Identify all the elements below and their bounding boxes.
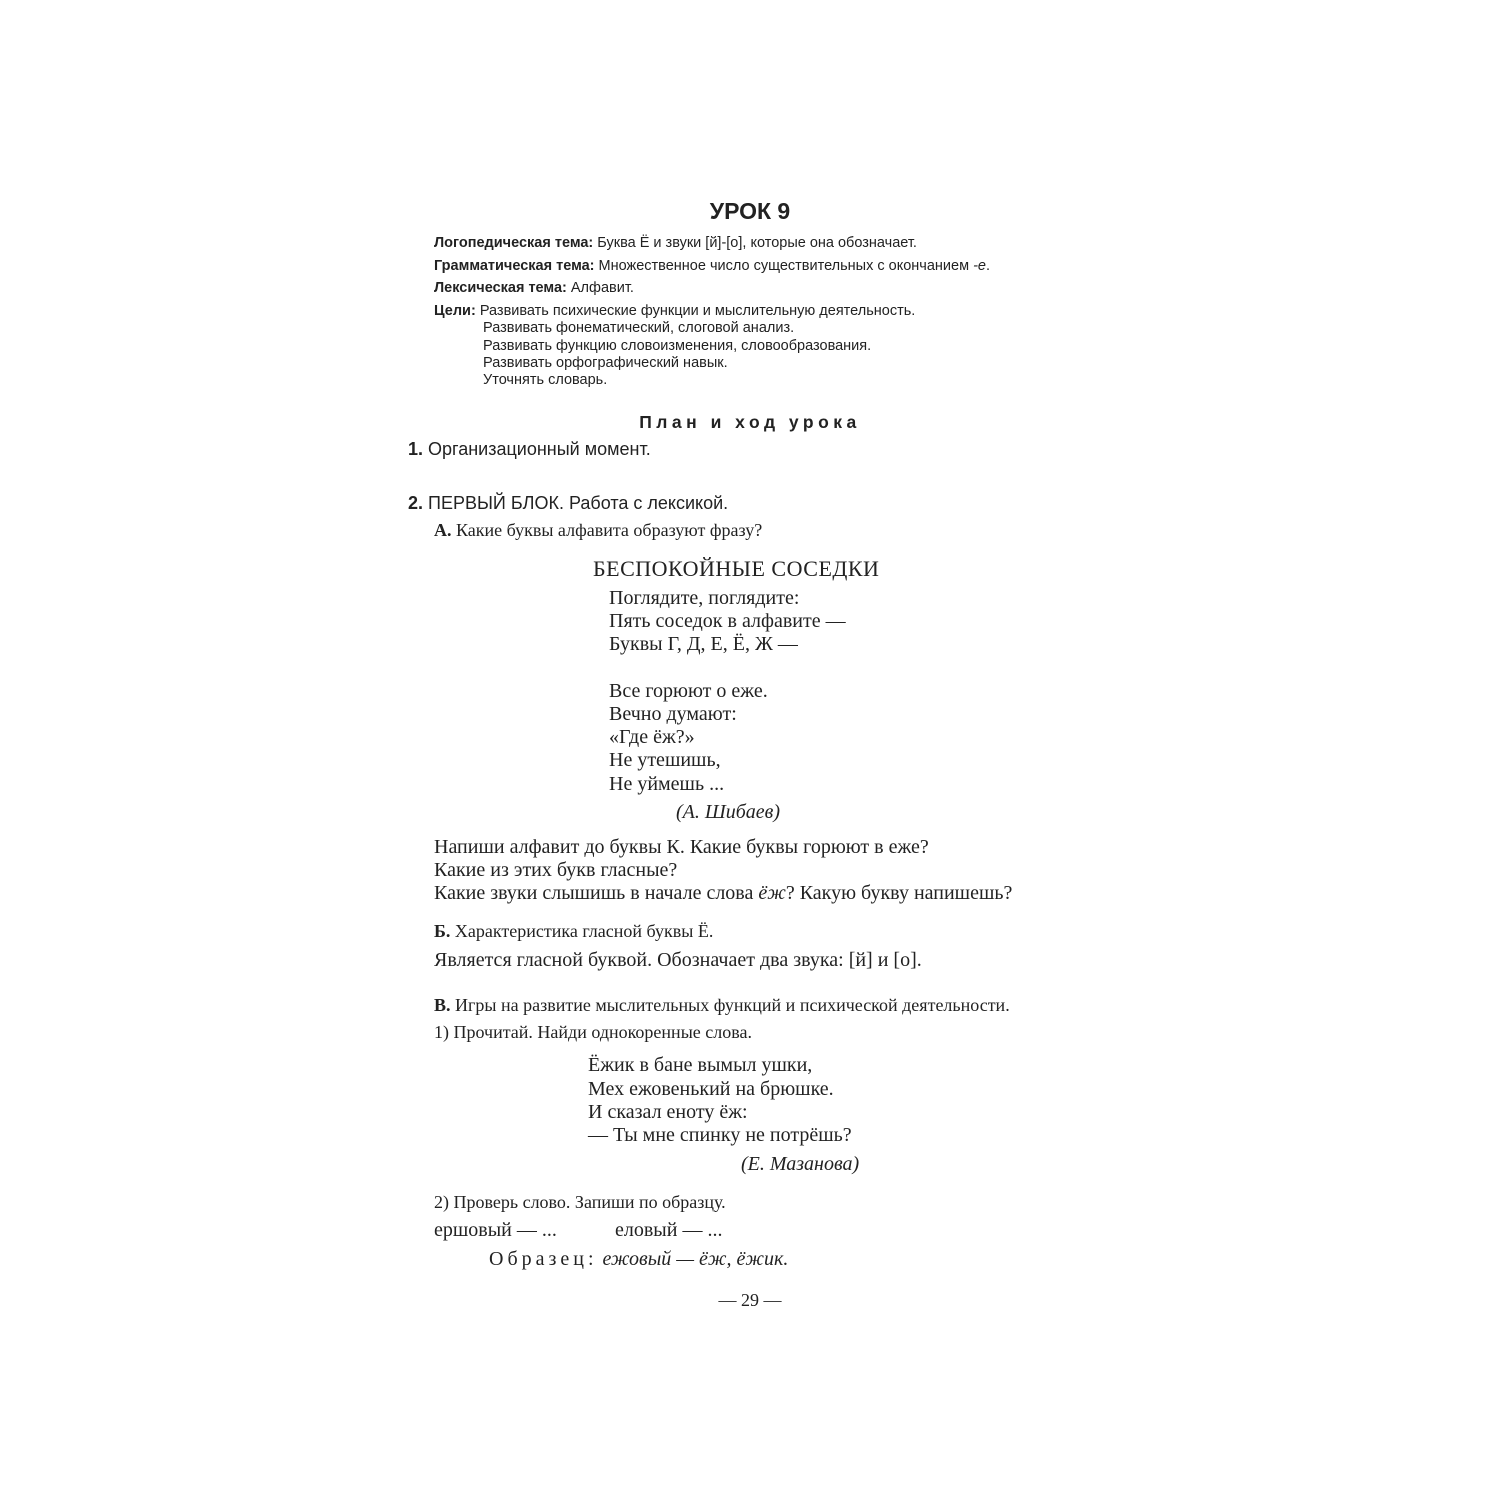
sample-line (489, 1248, 788, 1271)
emphasized-word: ёж (758, 882, 786, 904)
lexical-topic-text: Алфавит. (570, 280, 634, 296)
poem-author: (Е. Мазанова) (741, 1153, 860, 1175)
poem-line: Все горюют о еже. (609, 680, 768, 702)
grammar-topic: Грамматическая тема: Множественное число существительных с окончанием -е. (434, 258, 991, 274)
step-2 (408, 493, 728, 514)
question-line: Какие звуки слышишь в начале слова ёж? Какую букву напишешь? (434, 882, 1013, 904)
task-a-text: Какие буквы алфавита образуют фразу? (456, 520, 763, 540)
task-b-text: Характеристика гласной буквы Ё. (454, 921, 714, 941)
exercise-1: 1) Прочитай. Найди однокоренные слова. (434, 1022, 752, 1042)
plan-heading: План и ход урока (639, 412, 861, 432)
poem-author: (А. Шибаев) (676, 801, 781, 823)
speech-topic-text: Буква Ё и звуки [й]-[о], которые она обозначает. (597, 235, 917, 251)
goal-item: Уточнять словарь. (483, 372, 608, 388)
goals-label: Цели: (434, 303, 476, 319)
poem-line: «Где ёж?» (609, 726, 695, 748)
word-blank: еловый — ... (615, 1219, 723, 1241)
sample-text: ежовый — ёж, ёжик. (602, 1248, 789, 1270)
grammar-topic-text: Множественное число существительных с окончанием (598, 258, 974, 274)
poem-line: Мех ежовенький на брюшке. (588, 1078, 834, 1100)
poem-line: Не уймешь ... (609, 773, 725, 795)
poem-line: Не утешишь, (609, 749, 721, 771)
goals (434, 303, 915, 319)
task-b-heading (434, 921, 713, 942)
poem-line: И сказал еноту ёж: (588, 1101, 748, 1123)
step-1-text: Организационный момент. (428, 439, 651, 459)
word-blank: ершовый — ... (434, 1219, 557, 1241)
task-a-label: А. (434, 520, 452, 540)
task-b-body: Является гласной буквой. Обозначает два звука: [й] и [о]. (434, 949, 922, 971)
lexical-topic (434, 280, 634, 296)
poem-line: Пять соседок в алфавите — (609, 610, 846, 632)
question-line: Какие из этих букв гласные? (434, 859, 678, 881)
poem-line: Вечно думают: (609, 703, 737, 725)
poem-line: Поглядите, поглядите: (609, 587, 800, 609)
grammar-topic-suffix: -е (973, 258, 986, 274)
step-2-number: 2. (408, 493, 424, 513)
task-v-heading (434, 995, 1010, 1016)
lexical-topic-label: Лексическая тема: (434, 280, 567, 296)
task-b-label: Б. (434, 921, 451, 941)
step-2-text: ПЕРВЫЙ БЛОК. Работа с лексикой. (428, 493, 729, 513)
grammar-topic-label: Грамматическая тема: (434, 258, 595, 274)
task-v-label: В. (434, 995, 451, 1015)
poem-line: Буквы Г, Д, Е, Ё, Ж — (609, 633, 798, 655)
speech-topic-label: Логопедическая тема: (434, 235, 594, 251)
poem-line: Ёжик в бане вымыл ушки, (588, 1054, 813, 1076)
task-v-text: Игры на развитие мыслительных функций и психической деятельности. (455, 995, 1010, 1015)
task-a-heading (434, 520, 762, 541)
step-1 (408, 439, 651, 460)
goal-item: Развивать фонематический, слоговой анализ. (483, 320, 795, 336)
poem-title: БЕСПОКОЙНЫЕ СОСЕДКИ (593, 556, 880, 581)
lesson-title: УРОК 9 (709, 198, 791, 224)
exercise-2: 2) Проверь слово. Запиши по образцу. (434, 1192, 726, 1212)
step-1-number: 1. (408, 439, 424, 459)
goal-item: Развивать функцию словоизменения, словообразования. (483, 338, 872, 354)
goal-item: Развивать орфографический навык. (483, 355, 728, 371)
poem-line: — Ты мне спинку не потрёшь? (588, 1124, 852, 1146)
sample-label: Образец: (489, 1248, 598, 1270)
goal-item: Развивать психические функции и мыслительную деятельность. (479, 303, 916, 319)
speech-topic (434, 235, 917, 251)
page-number: — 29 — (718, 1290, 782, 1310)
question-line: Напиши алфавит до буквы К. Какие буквы горюют в еже? (434, 836, 929, 858)
